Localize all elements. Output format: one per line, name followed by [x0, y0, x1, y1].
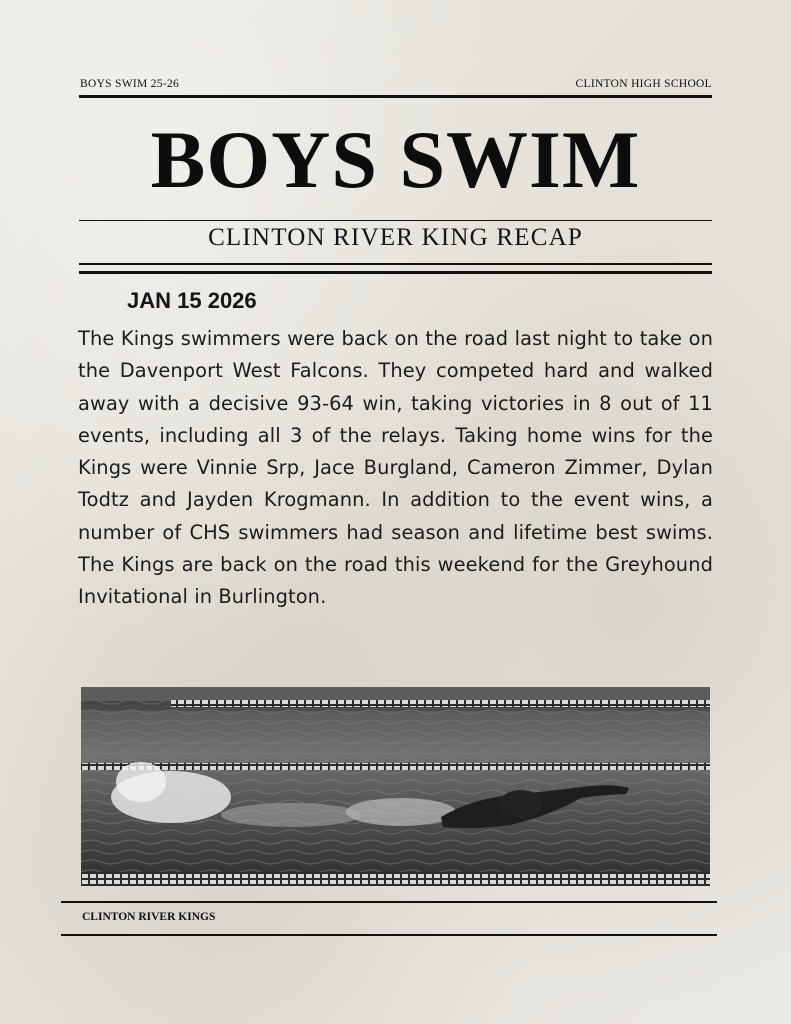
header-left-label: BOYS SWIM 25-26	[80, 78, 180, 90]
swimmer-photo-art	[81, 687, 710, 886]
article-body: The Kings swimmers were back on the road last night to take on the Davenport West Falcons. They competed hard and walked away with a decisive 93-64 win, taking victories in 8 out of 11 events, including all 3 of the relays. Taking home wins for the Kings were Vinnie Srp, Jace Burgland, Cameron Zimmer, Dylan Todtz and Jayden Krogmann. In addition to the event wins, a number of CHS swimmers had season and lifetime best swims. The Kings are back on the road this weekend for the Greyhound Invitational in Burlington.	[78, 327, 713, 609]
subhead-rule-top	[79, 263, 712, 265]
footer-label: CLINTON RIVER KINGS	[82, 911, 216, 923]
subhead-rule-bottom	[79, 271, 712, 274]
article-date: JAN 15 2026	[127, 288, 257, 313]
header-rule	[79, 95, 712, 98]
footer-rule-bottom	[61, 934, 717, 936]
swimmer-photo	[81, 687, 710, 886]
footer-rule-top	[61, 901, 717, 903]
subhead-title: CLINTON RIVER KING RECAP	[208, 224, 583, 251]
masthead-title: BOYS SWIM	[150, 114, 641, 205]
masthead-rule	[79, 220, 712, 221]
header-right-label: CLINTON HIGH SCHOOL	[575, 78, 712, 90]
